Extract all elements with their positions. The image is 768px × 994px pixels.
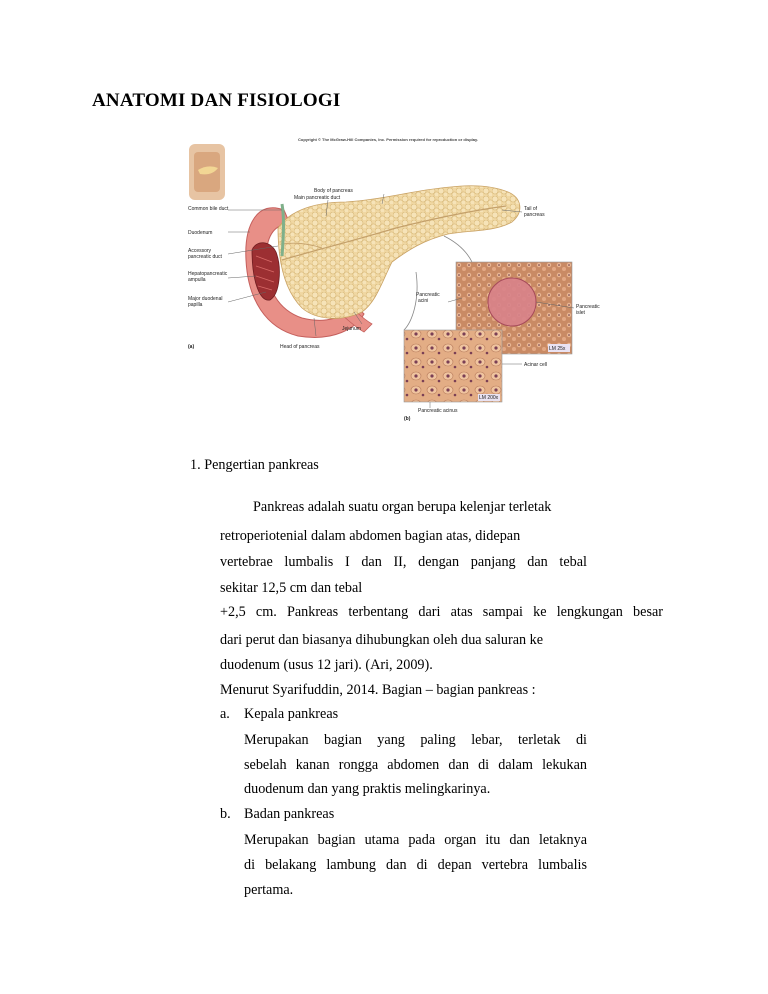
label-major-papilla-1: Major duodenal bbox=[188, 296, 223, 302]
label-jejunum: Jejunum bbox=[342, 326, 361, 332]
intro-line: Menurut Syarifuddin, 2014. Bagian – bagian pankreas : bbox=[220, 682, 536, 698]
label-panel-a: (a) bbox=[188, 344, 195, 350]
label-common-bile-duct: Common bile duct bbox=[188, 206, 229, 212]
label-pancreatic-acini-2: acini bbox=[418, 298, 429, 304]
pancreas-illustration bbox=[186, 132, 600, 424]
micrograph-lm200x bbox=[404, 330, 502, 402]
label-duodenum: Duodenum bbox=[188, 230, 213, 236]
kepala-line-1: Merupakan bagian yang paling lebar, terletak di bbox=[244, 732, 587, 748]
paragraph-line-6: dari perut dan biasanya dihubungkan oleh dua saluran ke bbox=[220, 632, 544, 648]
label-lm-200x: LM 200x bbox=[479, 395, 499, 401]
label-major-papilla-2: papilla bbox=[188, 302, 203, 308]
pancreas-anatomy-figure bbox=[186, 132, 600, 424]
paragraph-line-7: duodenum (usus 12 jari). (Ari, 2009). bbox=[220, 657, 433, 673]
paragraph-line-4: sekitar 12,5 cm dan tebal bbox=[220, 580, 363, 596]
paragraph-line-3: vertebrae lumbalis I dan II, dengan panjang dan tebal bbox=[220, 554, 587, 570]
label-pancreatic-islet-1: Pancreatic bbox=[576, 304, 600, 310]
paragraph-line-1: Pankreas adalah suatu organ berupa kelenjar terletak bbox=[253, 499, 552, 515]
torso-thumbnail bbox=[189, 144, 225, 200]
label-pancreatic-acini-1: Pancreatic bbox=[416, 292, 440, 298]
label-head-of-pancreas: Head of pancreas bbox=[280, 344, 320, 350]
kepala-line-3: duodenum dan yang praktis melingkarinya. bbox=[244, 781, 491, 797]
list-marker-a: a. bbox=[220, 706, 230, 722]
badan-line-3: pertama. bbox=[244, 882, 294, 898]
paragraph-line-2: retroperiotenial dalam abdomen bagian atas, didepan bbox=[220, 528, 521, 544]
page-title: ANATOMI DAN FISIOLOGI bbox=[92, 90, 341, 111]
label-tail-of-pancreas-2: pancreas bbox=[524, 212, 545, 218]
copyright-text: Copyright © The McGraw-Hill Companies, Inc. Permission required for reproduction or display. bbox=[298, 137, 479, 142]
label-pancreatic-acinus: Pancreatic acinus bbox=[418, 408, 458, 414]
label-lm-25x: LM 25x bbox=[549, 346, 566, 352]
label-accessory-duct-2: pancreatic duct bbox=[188, 254, 222, 260]
label-acinar-cell: Acinar cell bbox=[524, 362, 548, 368]
label-pancreatic-islet-2: islet bbox=[576, 310, 585, 316]
label-tail-of-pancreas-1: Tail of bbox=[524, 206, 538, 212]
label-panel-b: (b) bbox=[404, 416, 411, 422]
kepala-line-2: sebelah kanan rongga abdomen dan di dalam lekukan bbox=[244, 757, 587, 773]
list-marker-b: b. bbox=[220, 806, 231, 822]
label-main-pancreatic-duct: Main pancreatic duct bbox=[294, 195, 341, 201]
label-accessory-duct-1: Accessory bbox=[188, 248, 212, 254]
label-hepatopancreatic-2: ampulla bbox=[188, 277, 206, 283]
common-bile-duct-line bbox=[282, 204, 284, 256]
section-heading: 1. Pengertian pankreas bbox=[190, 457, 319, 473]
paragraph-line-5: +2,5 cm. Pankreas terbentang dari atas sampai ke lengkungan besar bbox=[220, 604, 663, 620]
badan-line-1: Merupakan bagian utama pada organ itu dan letaknya bbox=[244, 832, 587, 848]
label-body-of-pancreas: Body of pancreas bbox=[314, 188, 353, 194]
list-label-kepala: Kepala pankreas bbox=[244, 706, 339, 722]
list-label-badan: Badan pankreas bbox=[244, 806, 335, 822]
badan-line-2: di belakang lambung dan di depan vertebra lumbalis bbox=[244, 857, 587, 873]
label-hepatopancreatic-1: Hepatopancreatic bbox=[188, 271, 228, 277]
